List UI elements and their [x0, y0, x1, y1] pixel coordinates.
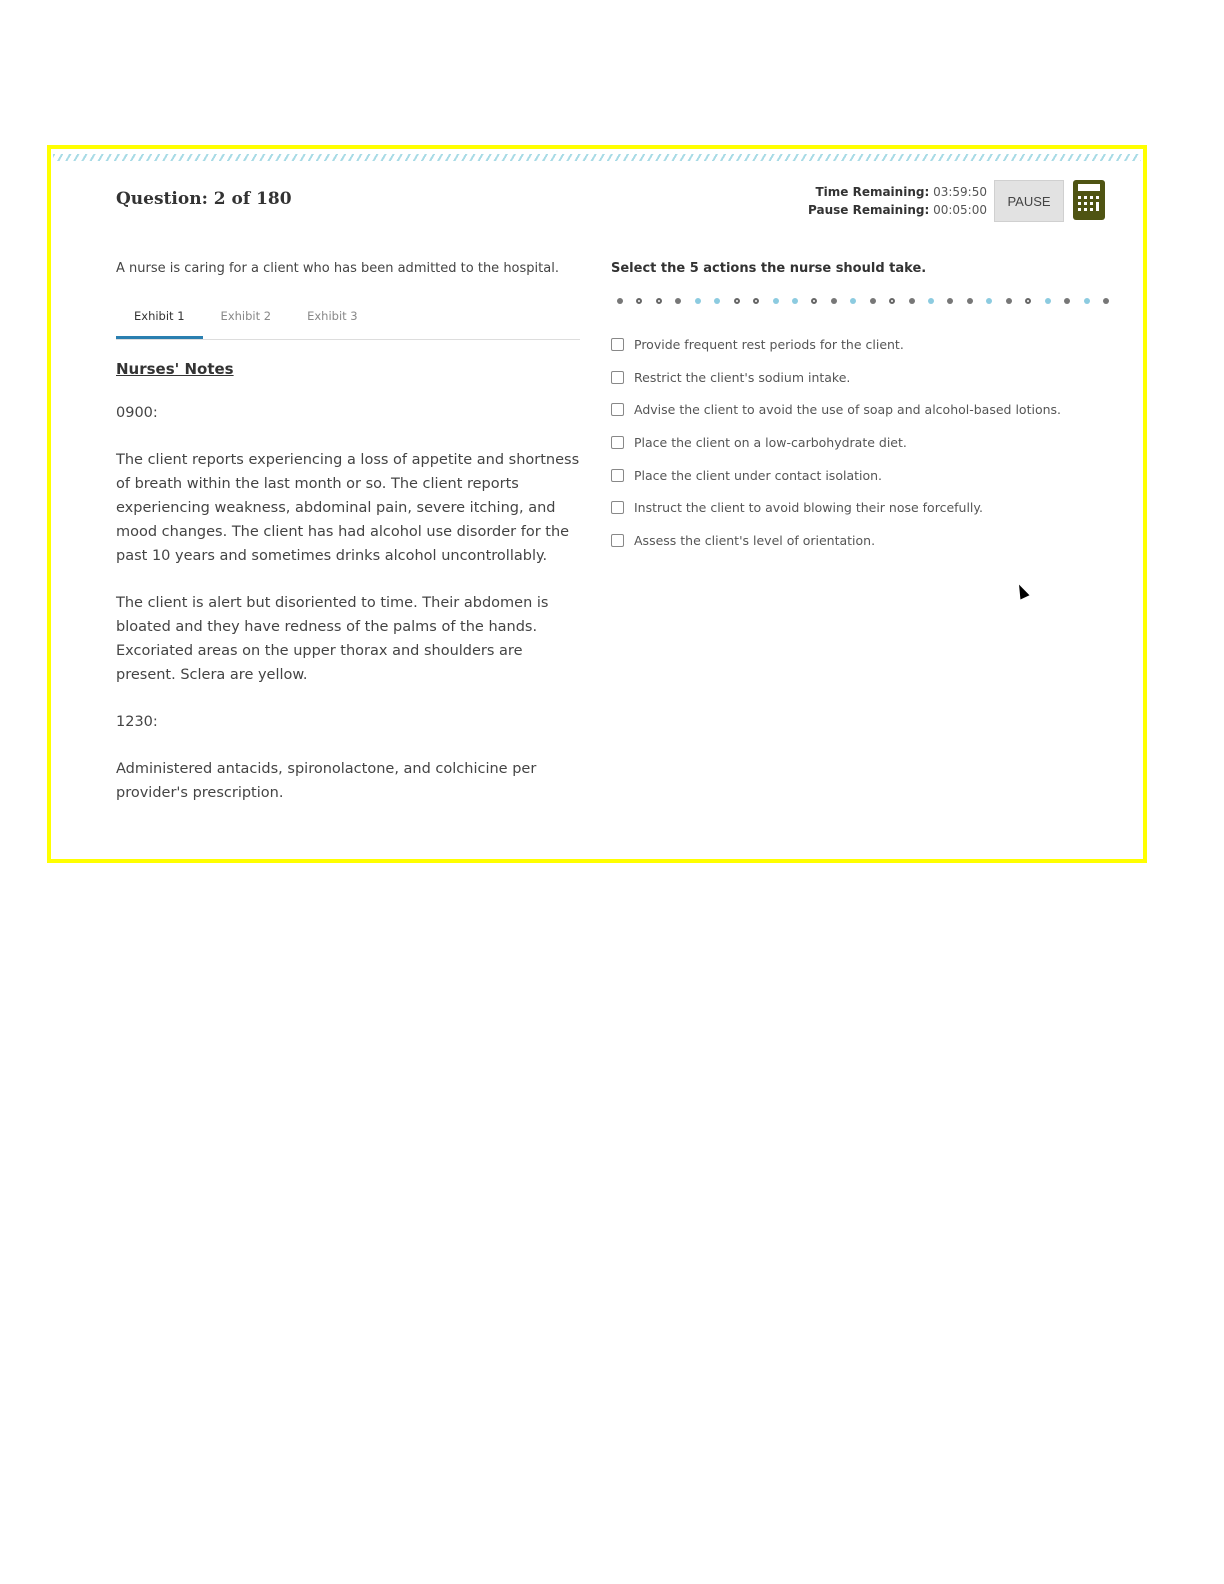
option-label: Restrict the client's sodium intake. [634, 369, 851, 385]
divider-dot [1084, 298, 1090, 304]
pause-button[interactable]: PAUSE [994, 180, 1064, 222]
divider-dot [636, 298, 642, 304]
divider-dot [617, 298, 623, 304]
scenario-panel [116, 261, 580, 805]
dot-divider [611, 298, 1109, 304]
divider-dot [909, 298, 915, 304]
checkbox[interactable] [611, 338, 624, 351]
checkbox[interactable] [611, 534, 624, 547]
question-instruction: Select the 5 actions the nurse should take. [611, 261, 927, 276]
option-label: Assess the client's level of orientation. [634, 532, 876, 548]
divider-dot [947, 298, 953, 304]
time-remaining: 03:59:50 [933, 185, 987, 199]
note-paragraph: Administered antacids, spironolactone, and colchicine per provider's prescription. [116, 761, 537, 801]
checkbox[interactable] [611, 436, 624, 449]
note-paragraph: 1230: [116, 714, 158, 730]
answer-option[interactable] [611, 491, 1111, 524]
answer-options [611, 328, 1111, 557]
note-paragraph: 0900: [116, 405, 158, 421]
pause-remaining: 00:05:00 [933, 203, 987, 217]
divider-dot [675, 298, 681, 304]
divider-dot [870, 298, 876, 304]
question-panel [611, 261, 1111, 557]
progress-stripe [53, 154, 1141, 161]
divider-dot [1045, 298, 1051, 304]
option-label: Advise the client to avoid the use of soap and alcohol-based lotions. [634, 402, 1062, 418]
divider-dot [1025, 298, 1031, 304]
option-label: Instruct the client to avoid blowing their nose forcefully. [634, 500, 983, 516]
option-label: Provide frequent rest periods for the client. [634, 336, 904, 352]
exhibit-tabs [116, 306, 580, 340]
checkbox[interactable] [611, 371, 624, 384]
question-counter: Question: 2 of 180 [116, 189, 292, 209]
answer-option[interactable] [611, 393, 1111, 426]
pause-remaining-label: Pause Remaining: [808, 203, 930, 217]
divider-dot [986, 298, 992, 304]
option-label: Place the client under contact isolation. [634, 467, 883, 483]
exam-window [47, 145, 1147, 863]
checkbox[interactable] [611, 469, 624, 482]
answer-option[interactable] [611, 361, 1111, 394]
calculator-icon[interactable] [1073, 180, 1105, 220]
divider-dot [967, 298, 973, 304]
divider-dot [928, 298, 934, 304]
divider-dot [850, 298, 856, 304]
note-paragraph: The client reports experiencing a loss of appetite and shortness of breath within the last month or so. The client reports experiencing weakness, abdominal pain, severe itching, and mood changes. The client has had alcohol use disorder for the past 10 years and sometimes drinks alcohol uncontrollably. [116, 452, 580, 564]
divider-dot [889, 298, 895, 304]
divider-dot [1064, 298, 1070, 304]
divider-dot [734, 298, 740, 304]
divider-dot [656, 298, 662, 304]
checkbox[interactable] [611, 403, 624, 416]
timers [808, 183, 987, 219]
time-remaining-label: Time Remaining: [815, 185, 930, 199]
divider-dot [1006, 298, 1012, 304]
note-paragraph: The client is alert but disoriented to time. Their abdomen is bloated and they have redness of the palms of the hands. Excoriated areas on the upper thorax and shoulders are present. Sclera are yellow. [116, 595, 549, 683]
divider-dot [1103, 298, 1109, 304]
divider-dot [753, 298, 759, 304]
divider-dot [831, 298, 837, 304]
divider-dot [714, 298, 720, 304]
scenario-intro: A nurse is caring for a client who has been admitted to the hospital. [116, 261, 559, 276]
option-label: Place the client on a low-carbohydrate diet. [634, 434, 907, 450]
divider-dot [811, 298, 817, 304]
divider-dot [773, 298, 779, 304]
answer-option[interactable] [611, 328, 1111, 361]
tab-exhibit-2[interactable]: Exhibit 2 [220, 309, 272, 323]
tab-exhibit-3[interactable]: Exhibit 3 [307, 309, 358, 323]
answer-option[interactable] [611, 524, 1111, 557]
divider-dot [792, 298, 798, 304]
notes-heading: Nurses' Notes [116, 360, 234, 378]
tab-exhibit-1[interactable]: Exhibit 1 [116, 306, 203, 339]
answer-option[interactable] [611, 426, 1111, 459]
divider-dot [695, 298, 701, 304]
answer-option[interactable] [611, 459, 1111, 492]
checkbox[interactable] [611, 501, 624, 514]
